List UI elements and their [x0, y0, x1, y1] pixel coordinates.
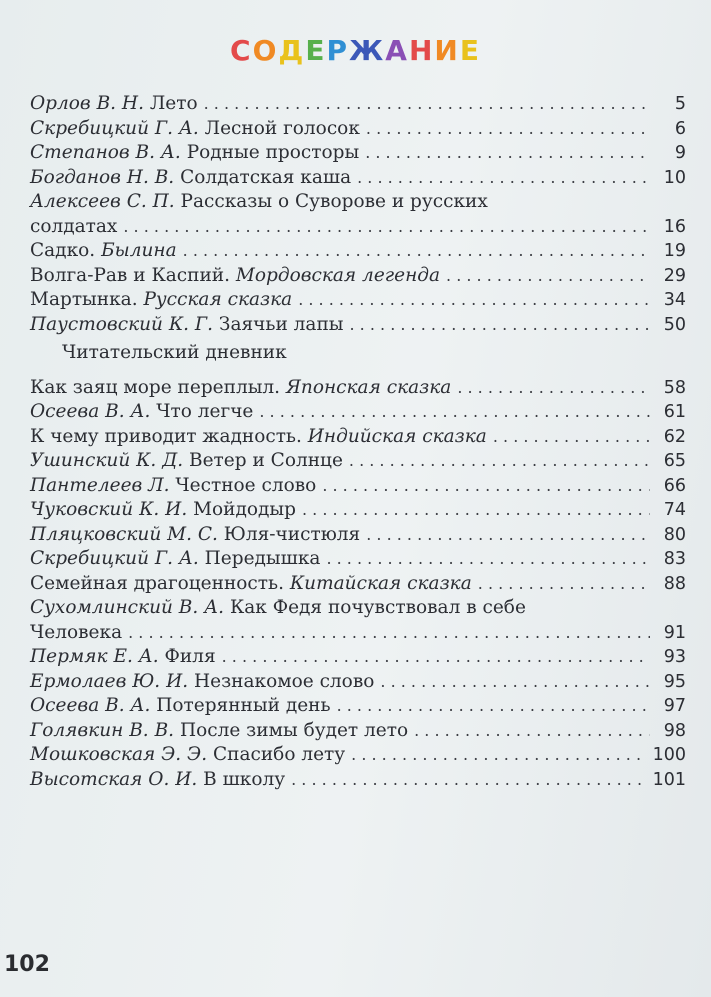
entry-author: Скребицкий Г. А.	[30, 548, 199, 569]
entry-title: Мойдодыр	[193, 499, 296, 520]
entry-page: 34	[663, 290, 686, 310]
entry-page: 6	[674, 118, 686, 139]
toc-entry[interactable]	[30, 694, 686, 719]
entry-title: Родные просторы	[186, 142, 360, 163]
title-letter: О	[252, 34, 279, 67]
entry-page: 16	[663, 216, 686, 237]
entry-author: Паустовский К. Г.	[30, 313, 214, 335]
toc-entry[interactable]	[30, 719, 686, 744]
entry-title: Честное слово	[175, 474, 317, 496]
dot-leader	[302, 498, 650, 523]
toc-entry[interactable]	[30, 239, 686, 264]
dot-leader	[357, 166, 650, 191]
entry-page: 9	[674, 143, 686, 163]
dot-leader	[123, 215, 650, 240]
title-letter: Д	[278, 34, 306, 67]
title-letter: Н	[408, 34, 435, 67]
entry-genre: Японская сказка	[285, 376, 452, 398]
toc-entry-line	[30, 190, 686, 215]
entry-page: 29	[663, 265, 686, 286]
contents-heading	[0, 34, 711, 67]
entry-page: 88	[663, 573, 686, 594]
dot-leader	[326, 547, 650, 572]
title-letter: Е	[459, 34, 481, 67]
toc-entry[interactable]	[30, 474, 686, 499]
entry-title: После зимы будет лето	[179, 719, 409, 741]
dot-leader	[493, 425, 650, 450]
toc-entry[interactable]	[30, 376, 686, 401]
entry-title: Незнакомое слово	[193, 670, 375, 692]
dot-leader	[478, 572, 650, 597]
dot-leader	[380, 670, 650, 695]
page-number: 102	[4, 952, 50, 977]
entry-author: Пермяк Е. А.	[30, 646, 159, 667]
toc-entry[interactable]	[30, 523, 686, 548]
entry-author: Орлов В. Н.	[30, 93, 144, 114]
entry-page: 5	[674, 94, 686, 114]
title-letter: Ж	[349, 34, 386, 67]
dot-leader	[414, 719, 650, 744]
section-label-reader-diary: Читательский дневник	[62, 342, 287, 363]
dot-leader	[128, 621, 650, 646]
toc-entry[interactable]	[30, 92, 686, 117]
title-letter: А	[385, 34, 409, 67]
dot-leader	[365, 141, 650, 166]
toc-entry[interactable]	[30, 547, 686, 572]
entry-title: Мартынка.	[30, 289, 138, 310]
title-letter: Е	[305, 34, 327, 67]
entry-title: Заячьи лапы	[218, 313, 344, 335]
entry-genre: Мордовская легенда	[235, 264, 441, 286]
entry-title: Лесной голосок	[204, 117, 360, 139]
entry-author: Ушинский К. Д.	[30, 450, 184, 471]
entry-title: Лето	[149, 93, 198, 114]
entry-author: Богданов Н. В.	[30, 166, 175, 188]
entry-author: Ермолаев Ю. И.	[30, 670, 189, 692]
entry-page: 62	[663, 426, 686, 447]
entry-page: 66	[663, 475, 686, 496]
entry-title: Солдатская каша	[180, 166, 352, 188]
toc-entry[interactable]	[30, 449, 686, 474]
entry-author: Голявкин В. В.	[30, 719, 175, 741]
entry-page: 93	[663, 647, 686, 667]
toc-group-1	[30, 92, 686, 337]
entry-title: Потерянный день	[156, 695, 331, 716]
entry-title: Передышка	[204, 548, 321, 569]
toc-entry[interactable]	[30, 768, 686, 793]
toc-entry[interactable]	[30, 572, 686, 597]
title-letter: Р	[326, 34, 349, 67]
entry-title: Ветер и Солнце	[189, 450, 343, 471]
entry-page: 65	[663, 451, 686, 471]
entry-author: Осеева В. А.	[30, 695, 151, 716]
toc-entry[interactable]	[30, 621, 686, 646]
entry-author: Скребицкий Г. А.	[30, 117, 199, 139]
entry-author: Чуковский К. И.	[30, 499, 188, 520]
entry-author: Мошковская Э. Э.	[30, 744, 208, 765]
toc-entry[interactable]	[30, 498, 686, 523]
entry-author: Пляцковский М. С.	[30, 523, 218, 545]
toc-entry[interactable]	[30, 400, 686, 425]
entry-page: 80	[663, 524, 686, 545]
title-letter: И	[434, 34, 460, 67]
dot-leader	[446, 264, 650, 289]
dot-leader	[204, 92, 650, 117]
entry-genre: Русская сказка	[143, 289, 293, 310]
dot-leader	[183, 239, 650, 264]
entry-page: 91	[663, 622, 686, 643]
entry-page: 58	[663, 377, 686, 398]
toc-entry[interactable]	[30, 215, 686, 240]
dot-leader	[351, 743, 646, 768]
entry-author: Сухомлинский В. А.	[30, 597, 225, 618]
dot-leader	[322, 474, 650, 499]
toc-entry[interactable]	[30, 141, 686, 166]
dot-leader	[222, 645, 650, 670]
entry-title: Что легче	[156, 401, 254, 422]
entry-page: 100	[652, 745, 686, 765]
entry-author: Степанов В. А.	[30, 142, 181, 163]
entry-page: 101	[652, 769, 686, 790]
toc-entry[interactable]	[30, 288, 686, 313]
toc-entry[interactable]	[30, 166, 686, 191]
dot-leader	[291, 768, 646, 793]
dot-leader	[337, 694, 650, 719]
toc-group-2	[30, 331, 686, 792]
entry-author: Алексеев С. П.	[30, 191, 175, 212]
entry-title-cont: солдатах	[30, 215, 118, 237]
entry-title: К чему приводит жадность.	[30, 425, 302, 447]
entry-title: В школу	[203, 768, 286, 790]
dot-leader	[457, 376, 650, 401]
entry-title: Рассказы о Суворове и русских	[180, 191, 488, 212]
entry-page: 83	[663, 549, 686, 569]
entry-title: Юля-чистюля	[223, 523, 361, 545]
entry-title: Спасибо лету	[212, 744, 346, 765]
entry-author: Высотская О. И.	[30, 768, 198, 790]
entry-genre: Индийская сказка	[307, 425, 487, 447]
entry-author: Осеева В. А.	[30, 401, 151, 422]
entry-title: Семейная драгоценность.	[30, 572, 284, 594]
entry-author: Пантелеев Л.	[30, 474, 170, 496]
toc-entry-line	[30, 596, 686, 621]
dot-leader	[259, 400, 650, 425]
toc-entry[interactable]	[30, 264, 686, 289]
dot-leader	[366, 117, 650, 142]
entry-page: 98	[663, 720, 686, 741]
entry-page: 50	[663, 314, 686, 335]
entry-genre: Китайская сказка	[289, 572, 472, 594]
toc-entry[interactable]	[30, 670, 686, 695]
entry-title: Волга-Рав и Каспий.	[30, 264, 231, 286]
entry-genre: Былина	[101, 240, 177, 261]
toc-entry[interactable]	[30, 117, 686, 142]
entry-title: Садко.	[30, 240, 96, 261]
entry-page: 19	[663, 241, 686, 261]
entry-page: 74	[663, 500, 686, 520]
entry-page: 95	[663, 671, 686, 692]
title-letter: С	[230, 34, 253, 67]
toc-entry[interactable]	[30, 743, 686, 768]
entry-title: Как Федя почувствовал в себе	[229, 597, 526, 618]
entry-title-cont: Человека	[30, 621, 123, 643]
entry-page: 97	[663, 696, 686, 716]
toc-entry[interactable]	[30, 425, 686, 450]
entry-title: Филя	[164, 646, 216, 667]
entry-page: 61	[663, 402, 686, 422]
entry-page: 10	[663, 167, 686, 188]
entry-title: Как заяц море переплыл.	[30, 376, 281, 398]
dot-leader	[366, 523, 650, 548]
toc-entry[interactable]	[30, 645, 686, 670]
dot-leader	[298, 288, 650, 313]
dot-leader	[349, 449, 650, 474]
